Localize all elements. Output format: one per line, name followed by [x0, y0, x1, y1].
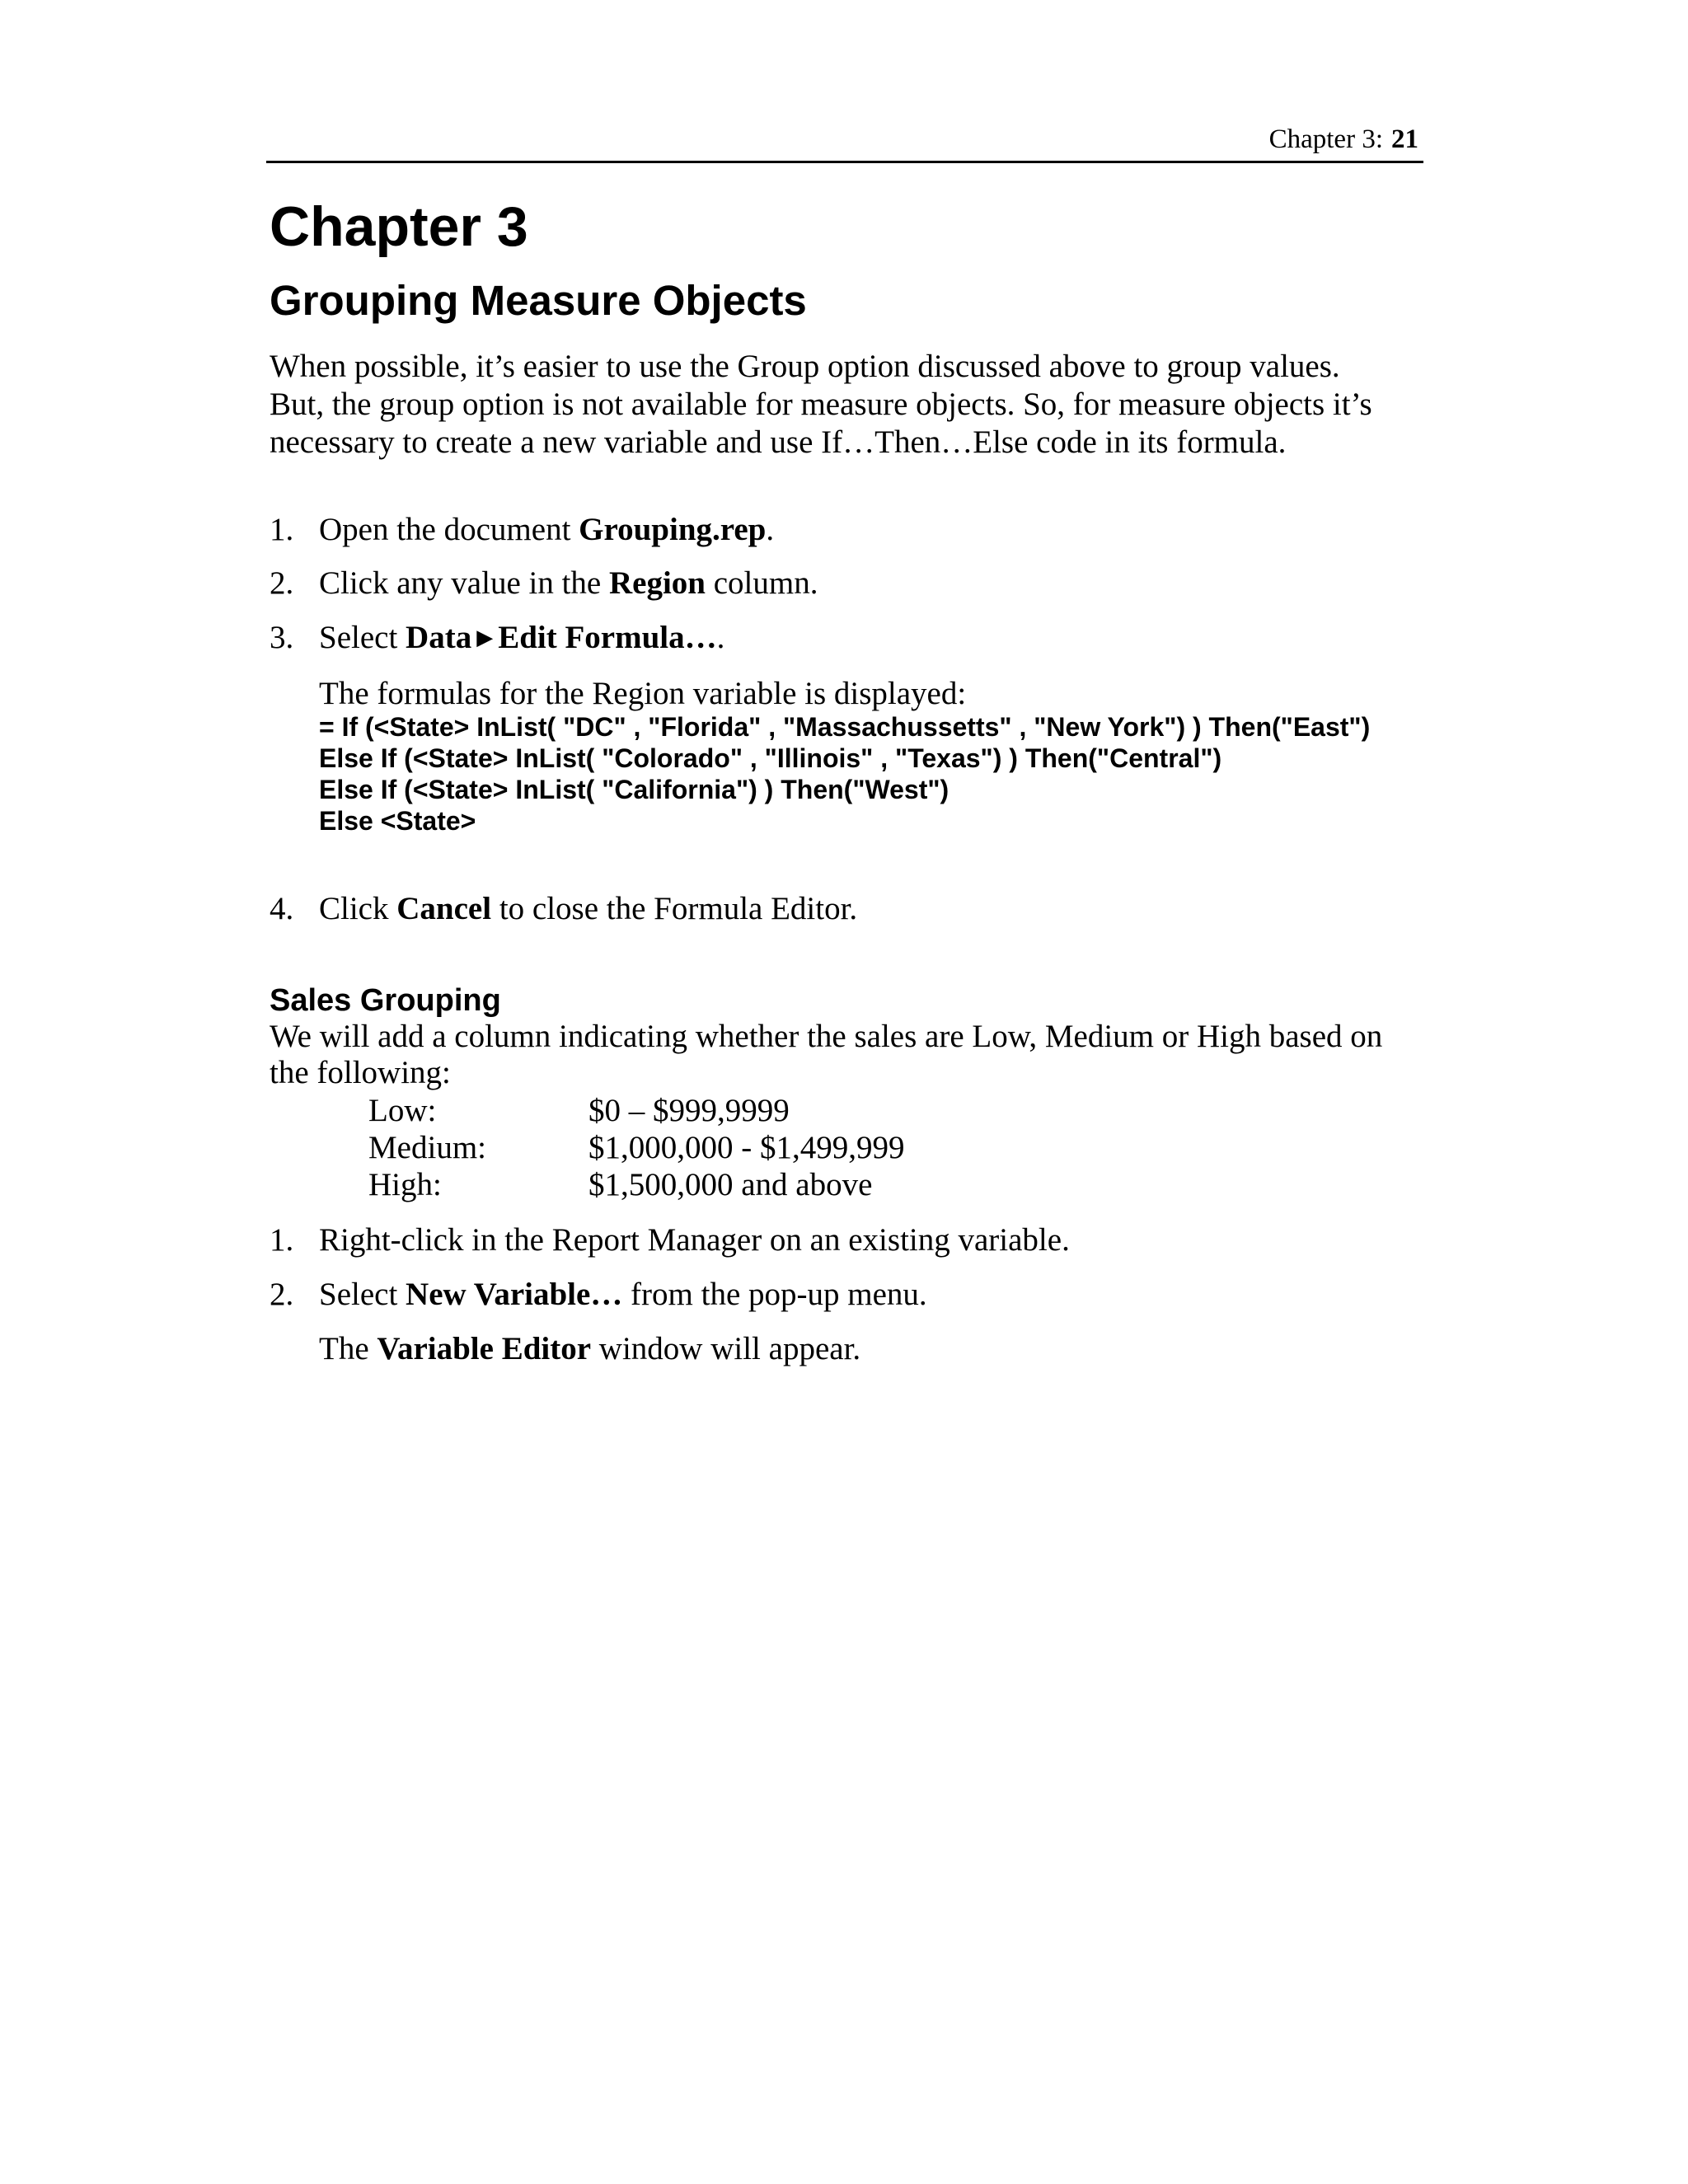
range-label: Medium:: [368, 1130, 486, 1165]
step-text: Select: [319, 1277, 406, 1312]
intro-line-1: When possible, it’s easier to use the Group option discussed above to group values.: [270, 349, 1340, 384]
step-3-select-edit-formula: [270, 619, 724, 657]
grouping-step-1: [270, 1221, 1070, 1259]
formula-line: Else If (<State> InList( "Colorado" , "Illinois" , "Texas") ) Then("Central"): [319, 743, 1222, 773]
cancel-label: Cancel: [396, 891, 492, 926]
variable-editor-label: Variable Editor: [377, 1331, 592, 1366]
grouping-intro-line-1: We will add a column indicating whether the sales are Low, Medium or High based on: [270, 1019, 1383, 1054]
range-value: $1,000,000 - $1,499,999: [588, 1130, 905, 1165]
grouping-intro-line-2: the following:: [270, 1055, 451, 1090]
note-text-end: window will appear.: [591, 1331, 861, 1366]
document-name: Grouping.rep: [579, 512, 767, 547]
step-number: 3.: [270, 620, 294, 655]
range-row-medium: [368, 1129, 905, 1166]
variable-editor-note: [319, 1330, 860, 1368]
intro-line-3: necessary to create a new variable and use If…Then…Else code in its formula.: [270, 424, 1287, 460]
range-row-high: [368, 1166, 905, 1203]
step-text: Open the document: [319, 512, 579, 547]
range-label: Low:: [368, 1093, 437, 1128]
header-page-number: 21: [1391, 124, 1418, 154]
menu-edit-formula: Edit Formula…: [498, 620, 717, 655]
formula-line: = If (<State> InList( "DC" , "Florida" , "Massachussetts" , "New York") ) Then("East"): [319, 712, 1371, 742]
grouping-step-2: [270, 1276, 927, 1314]
step-text: Click: [319, 891, 397, 926]
step-number: 2.: [270, 1277, 294, 1312]
column-name: Region: [609, 565, 706, 601]
step-number: 1.: [270, 1222, 294, 1258]
step-number: 1.: [270, 512, 294, 547]
step-1-open-document: [270, 511, 774, 549]
formula-line: Else If (<State> InList( "California") ) Then("West"): [319, 775, 950, 804]
sales-grouping-intro: [270, 1019, 1440, 1091]
menu-data: Data: [406, 620, 472, 655]
step-4-click-cancel: [270, 890, 857, 928]
header-chapter-label: Chapter 3:: [1268, 124, 1383, 154]
step-2-click-region: [270, 565, 818, 602]
step-text-end: from the pop-up menu.: [622, 1277, 927, 1312]
header-rule: [266, 161, 1423, 163]
sales-ranges: [368, 1092, 905, 1203]
sales-grouping-heading: Sales Grouping: [270, 983, 501, 1018]
note-text: The: [319, 1331, 377, 1366]
step-text-end: to close the Formula Editor.: [491, 891, 858, 926]
intro-line-2: But, the group option is not available for measure objects. So, for measure objects it’s: [270, 387, 1372, 422]
step-text: Click any value in the: [319, 565, 609, 601]
menu-arrow-icon: ▶: [476, 626, 494, 649]
step-text-end: .: [766, 512, 775, 547]
step-text-end: .: [716, 620, 725, 655]
formula-line: Else <State>: [319, 806, 476, 836]
chapter-title: Chapter 3: [270, 195, 528, 258]
step-number: 2.: [270, 565, 294, 601]
range-row-low: [368, 1092, 905, 1129]
step-text: Right-click in the Report Manager on an existing variable.: [319, 1222, 1070, 1258]
running-header: [1269, 124, 1418, 155]
section-title: Grouping Measure Objects: [270, 277, 807, 324]
range-label: High:: [368, 1167, 442, 1202]
range-value: $1,500,000 and above: [588, 1167, 873, 1202]
new-variable-label: New Variable…: [406, 1277, 623, 1312]
step-text-end: column.: [706, 565, 818, 601]
formula-code: [319, 711, 1370, 837]
intro-paragraph: [270, 348, 1440, 462]
step-number: 4.: [270, 891, 294, 926]
formula-note: The formulas for the Region variable is displayed:: [319, 676, 967, 711]
step-text: Select: [319, 620, 406, 655]
range-value: $0 – $999,9999: [588, 1093, 790, 1128]
